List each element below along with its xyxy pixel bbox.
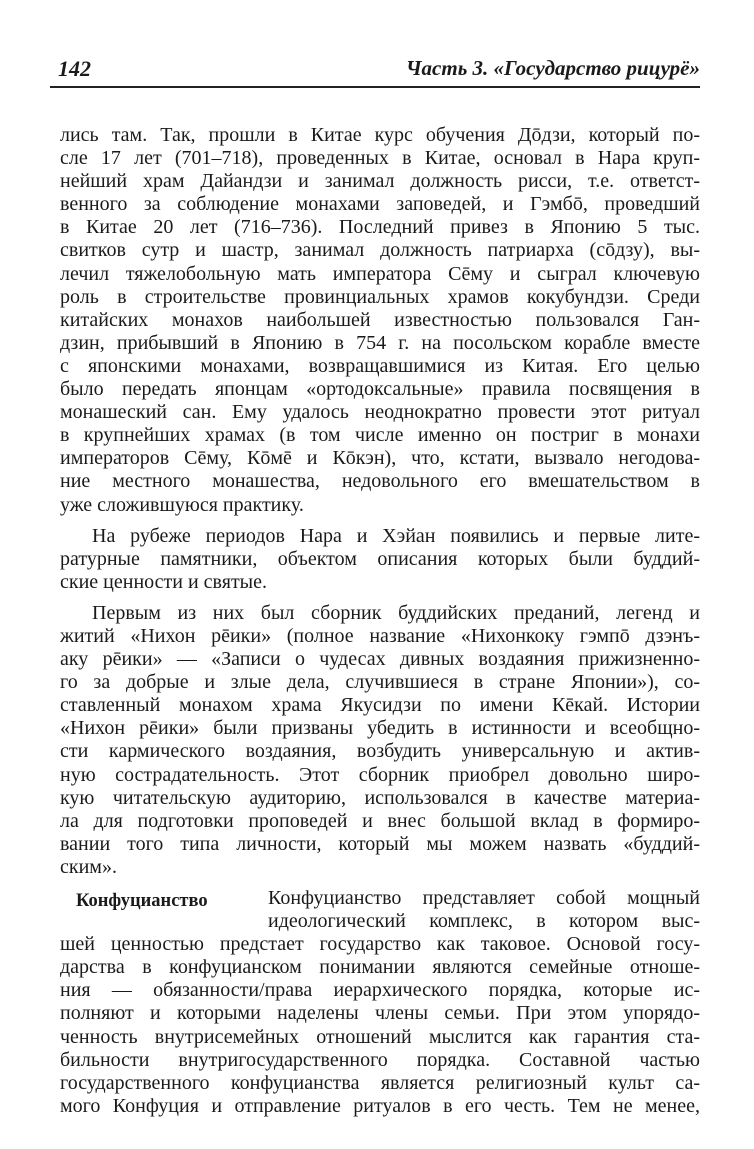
text-line: полняют и которыми наделены члены семьи. При этом упорядо- [60, 1002, 700, 1025]
text-line: дарства в конфуцианском понимании являются семейные отноше- [60, 956, 700, 979]
text-line: сти кармического воздаяния, возбудить универсальную и актив- [60, 740, 700, 763]
text-line: императоров Сēму, Кōмē и Кōкэн), что, кстати, вызвало негодова- [60, 447, 700, 470]
page-header [50, 52, 700, 88]
text-line: уже сложившуюся практику. [60, 493, 304, 516]
text-line: ченность внутрисемейных отношений мыслится как гарантия ста- [60, 1025, 700, 1048]
text-line: ла для подготовки проповедей и внес большой вклад в формиро- [60, 809, 700, 832]
text-line: лечил тяжелобольную мать императора Сēму и сыграл ключевую [60, 262, 700, 285]
text-line: в крупнейших храмах (в том числе именно он постриг в монахи [60, 424, 700, 447]
text-line: сле 17 лет (701–718), проведенных в Китае, основал в Нара круп- [60, 147, 700, 170]
text-line: идеологический комплекс, в котором выс- [268, 910, 700, 933]
text-line: ния — обязанности/права иерархического порядка, которые ис- [60, 979, 700, 1002]
text-line: ставленный монахом храма Якусидзи по имени Кēкай. Истории [60, 694, 700, 717]
text-line: Конфуцианство представляет собой мощный [268, 887, 700, 909]
text-line: монашеский сан. Ему удалось неоднократно провести этот ритуал [60, 401, 700, 424]
text-line: ние местного монашества, недовольного его вмешательством в [60, 470, 700, 493]
text-line: роль в строительстве провинциальных храмов кокубундзи. Среди [60, 285, 700, 308]
section-confucianism [60, 887, 700, 933]
section-heading: Конфуцианство [76, 891, 208, 911]
text-line: свитков сутр и шастр, занимал должность патриарха (сōдзу), вы- [60, 239, 700, 262]
text-line: венного за соблюдение монахами заповедей, и Гэмбō, проведший [60, 193, 700, 216]
text-line: житий «Нихон рēики» (полное название «Нихонкоку гэмпō дзэнъ- [60, 624, 700, 647]
text-line: ратурные памятники, объектом описания которых были буддий- [60, 547, 700, 570]
text-line: ские ценности и святые. [60, 570, 267, 593]
text-line: китайских монахов наибольшей известностью пользовался Ган- [60, 308, 700, 331]
paragraph-3 [60, 602, 700, 879]
text-line: Первым из них был сборник буддийских преданий, легенд и [92, 601, 700, 624]
text-line: аку рēики» — «Записи о чудесах дивных воздаяния прижизненно- [60, 648, 700, 671]
text-line: лись там. Так, прошли в Китае курс обучения Дōдзи, который по- [60, 124, 700, 146]
text-line: ским». [60, 855, 117, 878]
text-line: вании того типа личности, который мы можем назвать «буддий- [60, 832, 700, 855]
text-line: с японскими монахами, возвращавшимися из Китая. Его целью [60, 354, 700, 377]
page-number: 142 [58, 56, 91, 81]
text-line: ную сострадательность. Этот сборник приобрел довольно широ- [60, 763, 700, 786]
running-title: Часть 3. «Государство рицурё» [405, 56, 700, 80]
paragraph-2 [60, 525, 700, 594]
text-line: мого Конфуция и отправление ритуалов в его честь. Тем не менее, [60, 1094, 700, 1117]
text-line: нейший храм Дайандзи и занимал должность рисси, т.е. ответст- [60, 170, 700, 193]
text-line: кую читательскую аудиторию, использовался в качестве материа- [60, 786, 700, 809]
text-line: было передать японцам «ортодоксальные» правила посвящения в [60, 378, 700, 401]
text-line: «Нихон рēики» были призваны убедить в истинности и всеобщно- [60, 717, 700, 740]
paragraph-4 [60, 933, 700, 1118]
body-text [60, 124, 700, 1118]
text-line: в Китае 20 лет (716–736). Последний привез в Японию 5 тыс. [60, 216, 700, 239]
text-line: шей ценностью предстает государство как таковое. Основой госу- [60, 933, 700, 956]
text-line: дзин, прибывший в Японию в 754 г. на посольском корабле вместе [60, 331, 700, 354]
text-line: государственного конфуцианства является религиозный культ са- [60, 1071, 700, 1094]
text-line: го за добрые и злые дела, случившиеся в стране Японии»), со- [60, 671, 700, 694]
text-line: бильности внутригосударственного порядка. Составной частью [60, 1048, 700, 1071]
paragraph-1 [60, 124, 700, 517]
text-line: На рубеже периодов Нара и Хэйан появились и первые лите- [92, 524, 700, 547]
